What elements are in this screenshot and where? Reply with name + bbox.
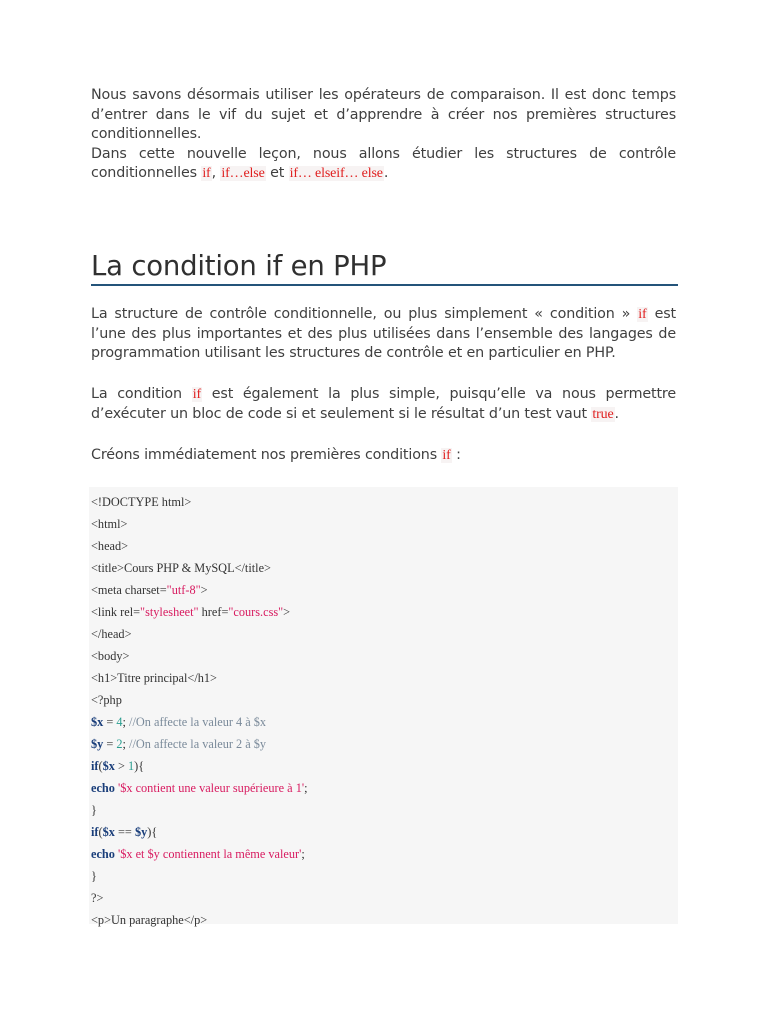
para2-mid: est également la plus simple, puisqu’elle va nous permettre d’exécuter un bloc de code si et seulement si le résultat d’un test vaut [91, 386, 676, 422]
code-text: <head> [91, 539, 129, 553]
code-keyword: echo [91, 847, 115, 861]
code-text: ( [98, 759, 103, 773]
intro-section [91, 86, 676, 184]
code-line [91, 601, 290, 623]
code-text: ; [304, 781, 308, 795]
code-text: > [114, 759, 129, 773]
code-comment: //On affecte la valeur 2 à $y [129, 737, 267, 751]
code-line [91, 755, 144, 777]
keyword-true: true [592, 406, 614, 422]
period: . [383, 165, 389, 181]
code-number: 1 [128, 759, 135, 773]
code-line [91, 535, 128, 557]
code-text: <?php [91, 693, 122, 707]
code-string: "cours.css" [228, 605, 284, 619]
para3-start: Créons immédiatement nos premières conditions [91, 447, 437, 463]
code-text: </head> [91, 627, 132, 641]
code-line [91, 645, 129, 667]
code-text: > [200, 583, 208, 597]
code-line [91, 557, 271, 579]
code-text: ){ [147, 825, 158, 839]
code-variable: $x [102, 759, 115, 773]
keyword-if: if [638, 307, 647, 322]
code-line [91, 579, 208, 601]
para1-start: La structure de contrôle conditionnelle, ou plus simplement « condition » [91, 306, 631, 322]
section-title: La condition if en PHP [91, 249, 678, 286]
code-variable: $y [134, 825, 148, 839]
code-line [91, 887, 103, 909]
code-variable: $y [91, 737, 104, 751]
code-text: href= [198, 605, 229, 619]
code-keyword: if [91, 759, 99, 773]
code-line [91, 821, 157, 843]
code-text: <body> [91, 649, 130, 663]
code-text: ; [301, 847, 305, 861]
code-text: <title>Cours PHP & MySQL</title> [91, 561, 271, 575]
code-text: <html> [91, 517, 128, 531]
section-paragraph-3 [91, 446, 676, 466]
code-text: > [283, 605, 291, 619]
comma: , [211, 165, 216, 181]
code-line [91, 733, 266, 755]
code-variable: $x [102, 825, 115, 839]
code-variable: $x [91, 715, 104, 729]
code-line [91, 623, 132, 645]
code-line [91, 865, 97, 887]
code-text: <h1>Titre principal</h1> [91, 671, 217, 685]
section-paragraph-1 [91, 305, 676, 364]
code-text: } [91, 869, 97, 883]
keyword-if: if [192, 387, 201, 402]
code-line [91, 491, 191, 513]
para3-end: : [451, 447, 461, 463]
code-text: ){ [134, 759, 145, 773]
code-line [91, 689, 122, 711]
code-string: '$x contient une valeur supérieure à 1' [114, 781, 305, 795]
code-line [91, 843, 305, 865]
code-line [91, 799, 97, 821]
code-text: <!DOCTYPE html> [91, 495, 192, 509]
code-string: "stylesheet" [140, 605, 199, 619]
code-text: ( [98, 825, 103, 839]
code-line [91, 513, 127, 535]
code-text: <link rel= [91, 605, 141, 619]
code-text: ; [122, 715, 130, 729]
and-word: et [270, 165, 285, 181]
para2-start: La condition [91, 386, 182, 402]
keyword-if: if [442, 448, 451, 463]
code-keyword: if [91, 825, 99, 839]
keyword-if-elseif-else: if… elseif… else [289, 166, 383, 181]
code-text: ; [122, 737, 130, 751]
code-number: 4 [116, 715, 123, 729]
code-line [91, 667, 217, 689]
code-text: } [91, 803, 97, 817]
code-number: 2 [116, 737, 123, 751]
code-text: <meta charset= [91, 583, 167, 597]
intro-paragraph-1: Nous savons désormais utiliser les opérateurs de comparaison. Il est donc temps d’entrer dans le vif du sujet et d’apprendre à créer nos premières structures conditionnelles. [91, 87, 676, 142]
code-line [91, 777, 307, 799]
keyword-if: if [202, 166, 211, 181]
intro-p2-text: Dans cette nouvelle leçon, nous allons étudier les structures de contrôle conditionnelles [91, 145, 676, 181]
section-paragraph-2 [91, 385, 676, 424]
code-line [91, 909, 207, 931]
code-comment: //On affecte la valeur 4 à $x [129, 715, 267, 729]
code-block [89, 487, 678, 927]
code-text: == [114, 825, 135, 839]
para1-end: est l’une des plus importantes et des plus utilisées dans l’ensemble des langages de programmation utilisant les structures de contrôle et en particulier en PHP. [91, 306, 676, 361]
keyword-if-else: if…else [221, 166, 265, 181]
code-text: <p>Un paragraphe</p> [91, 913, 208, 927]
code-keyword: echo [91, 781, 115, 795]
code-string: '$x et $y contiennent la même valeur' [114, 847, 302, 861]
code-text: = [103, 715, 117, 729]
code-string: "utf-8" [166, 583, 201, 597]
code-text: ?> [91, 891, 104, 905]
code-line [91, 711, 266, 733]
intro-paragraph-2 [91, 145, 676, 184]
code-text: = [103, 737, 117, 751]
para2-end: . [614, 405, 619, 422]
